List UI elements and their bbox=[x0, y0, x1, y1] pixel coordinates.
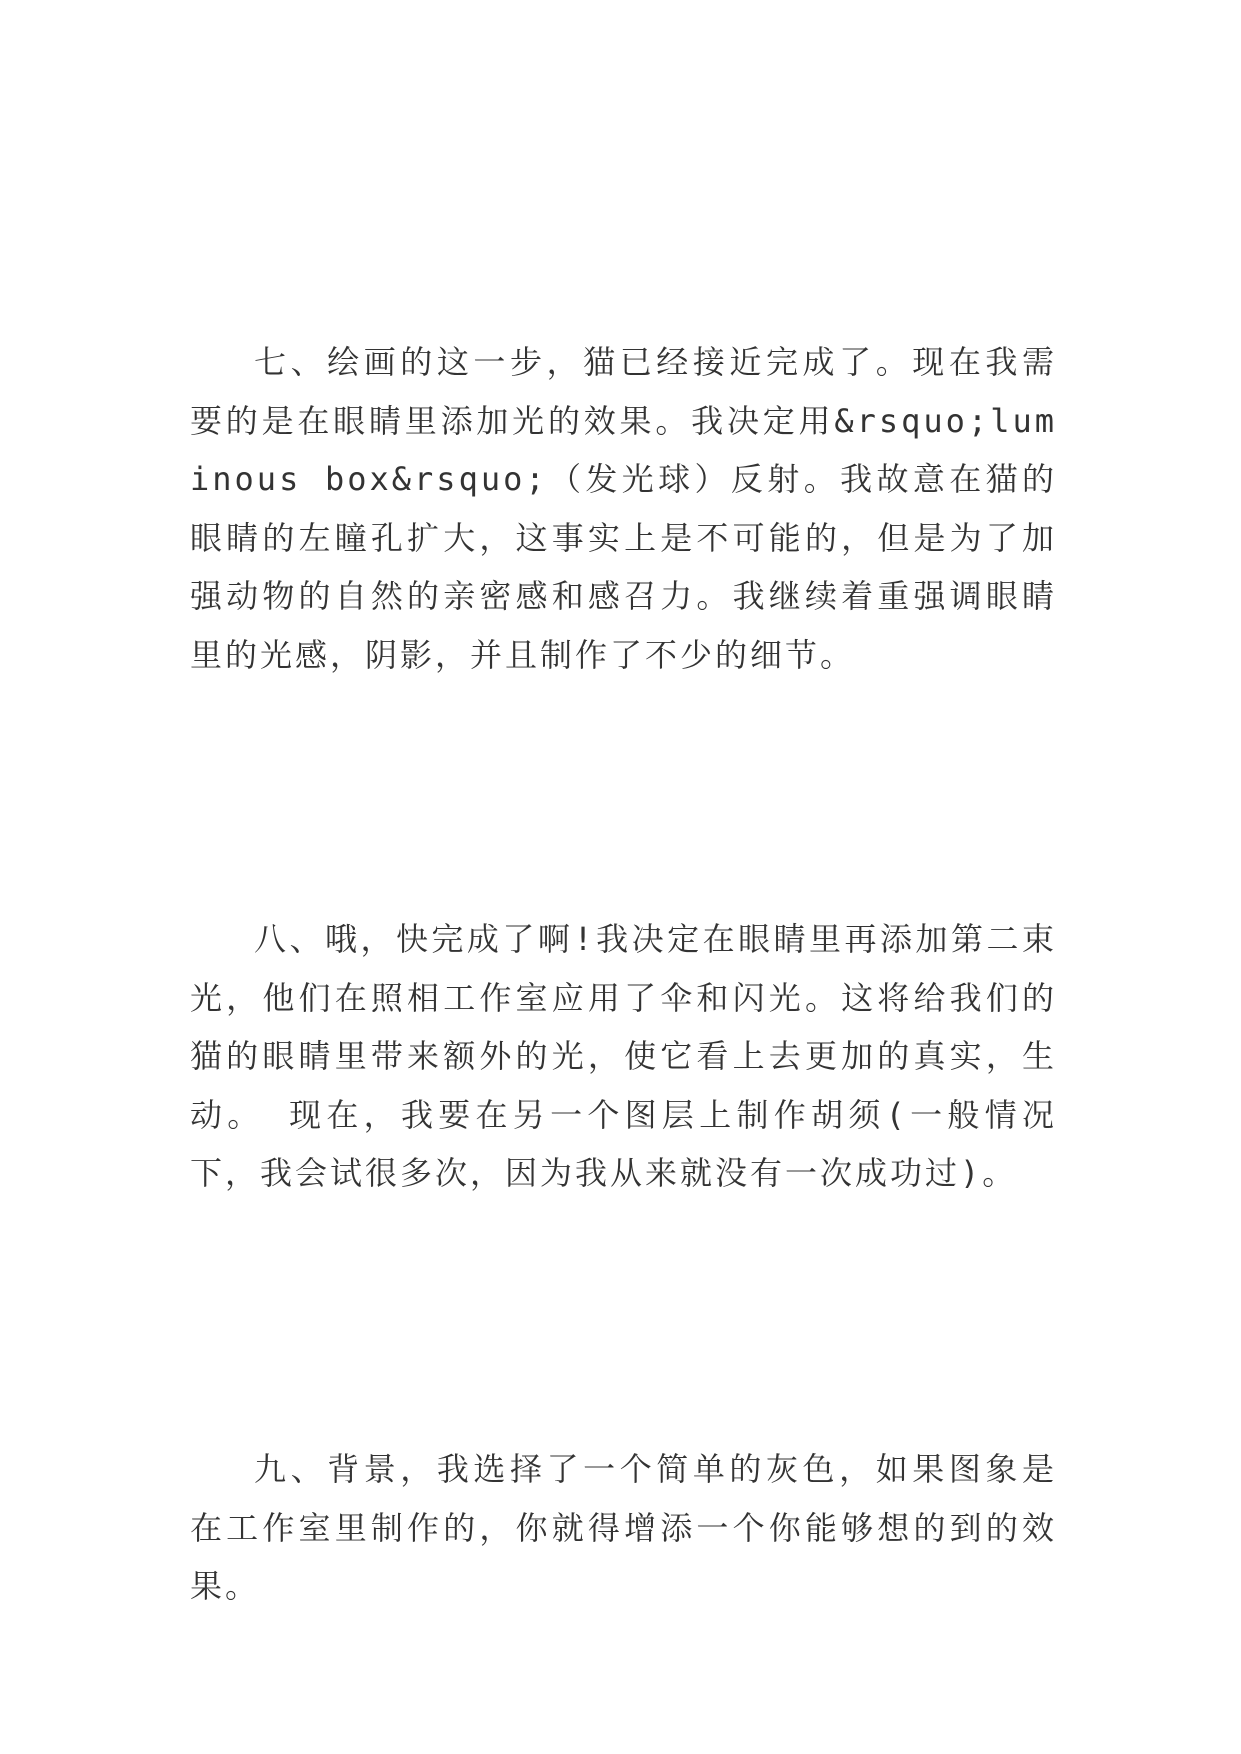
paragraph-step-9: 九、背景，我选择了一个简单的灰色，如果图象是在工作室里制作的，你就得增添一个你能够想的到的效果。 bbox=[190, 1450, 1057, 1605]
paragraph-step-8: 八、哦，快完成了啊!我决定在眼睛里再添加第二束光，他们在照相工作室应用了伞和闪光。这将给我们的猫的眼睛里带来额外的光，使它看上去更加的真实，生动。 现在，我要在另一个图层上制作胡须(一般情况下，我会试很多次，因为我从来就没有一次成功过)。 bbox=[190, 920, 1057, 1192]
paragraph-step-7: 七、绘画的这一步，猫已经接近完成了。现在我需要的是在眼睛里添加光的效果。我决定用&rsquo;luminous box&rsquo;（发光球）反射。我故意在猫的眼睛的左瞳孔扩大，这事实上是不可能的，但是为了加强动物的自然的亲密感和感召力。我继续着重强调眼睛里的光感，阴影，并且制作了不少的细节。 bbox=[190, 343, 1057, 674]
